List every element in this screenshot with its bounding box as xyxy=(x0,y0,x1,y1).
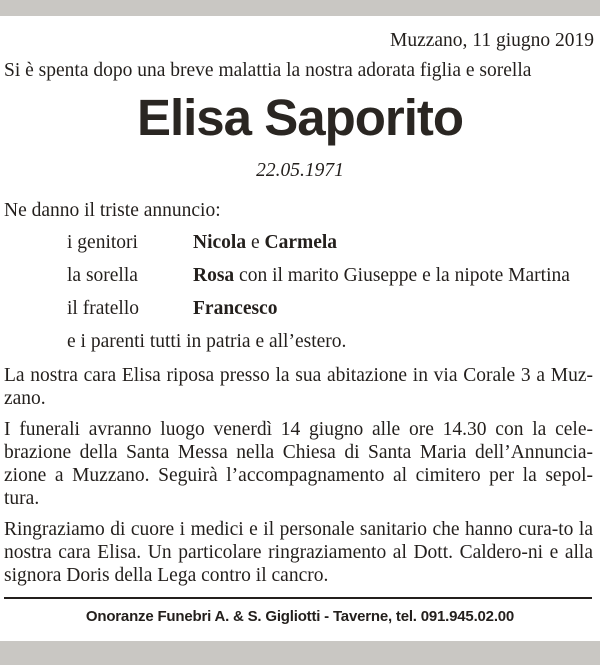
relative-rest: con il marito Giuseppe e la nipote Martina xyxy=(234,265,570,286)
top-border-bar xyxy=(0,0,600,16)
thanks-paragraph: Ringraziamo di cuore i medici e il personale sanitario che hanno cura-to la nostra cara Elisa. Un particolare ringraziamento al Dott. Caldero-ni e alla signora Doris della Lega contro il cancro. xyxy=(4,519,593,586)
relative-row-brother xyxy=(67,298,277,320)
intro-text: Si è spenta dopo una breve malattia la nostra adorata figlia e sorella xyxy=(4,60,532,81)
funeral-home-credit: Onoranze Funebri A. & S. Gigliotti - Taverne, tel. 091.945.02.00 xyxy=(85,608,515,625)
relation-label: i genitori xyxy=(67,232,138,253)
relative-row-sister xyxy=(67,265,570,287)
announcement-lead: Ne danno il triste annuncio: xyxy=(4,200,221,221)
relative-join: e xyxy=(246,232,265,253)
funeral-paragraph: I funerali avranno luogo venerdì 14 giugno alle ore 14.30 con la cele-brazione della Santa Messa nella Chiesa di Santa Maria dell’Annuncia-zione a Muzzano. Seguirà l’accompagnamento al cimitero per la sepol-tura. xyxy=(4,419,593,509)
place-date: Muzzano, 11 giugno 2019 xyxy=(390,30,594,51)
relative-name: Francesco xyxy=(193,298,278,319)
relatives-others: e i parenti tutti in patria e all’estero. xyxy=(67,331,347,352)
relative-name: Carmela xyxy=(264,232,338,253)
relation-label: il fratello xyxy=(67,298,140,319)
relation-label: la sorella xyxy=(67,265,138,286)
relative-name: Nicola xyxy=(193,232,247,253)
rest-place-paragraph: La nostra cara Elisa riposa presso la sua abitazione in via Corale 3 a Muz-zano. xyxy=(4,365,593,409)
relative-name: Rosa xyxy=(193,265,235,286)
deceased-name: Elisa Saporito xyxy=(136,89,464,146)
bottom-border-bar xyxy=(0,641,600,665)
footer-divider xyxy=(4,597,592,599)
birth-date: 22.05.1971 xyxy=(256,160,344,181)
relative-row-parents xyxy=(67,232,337,254)
